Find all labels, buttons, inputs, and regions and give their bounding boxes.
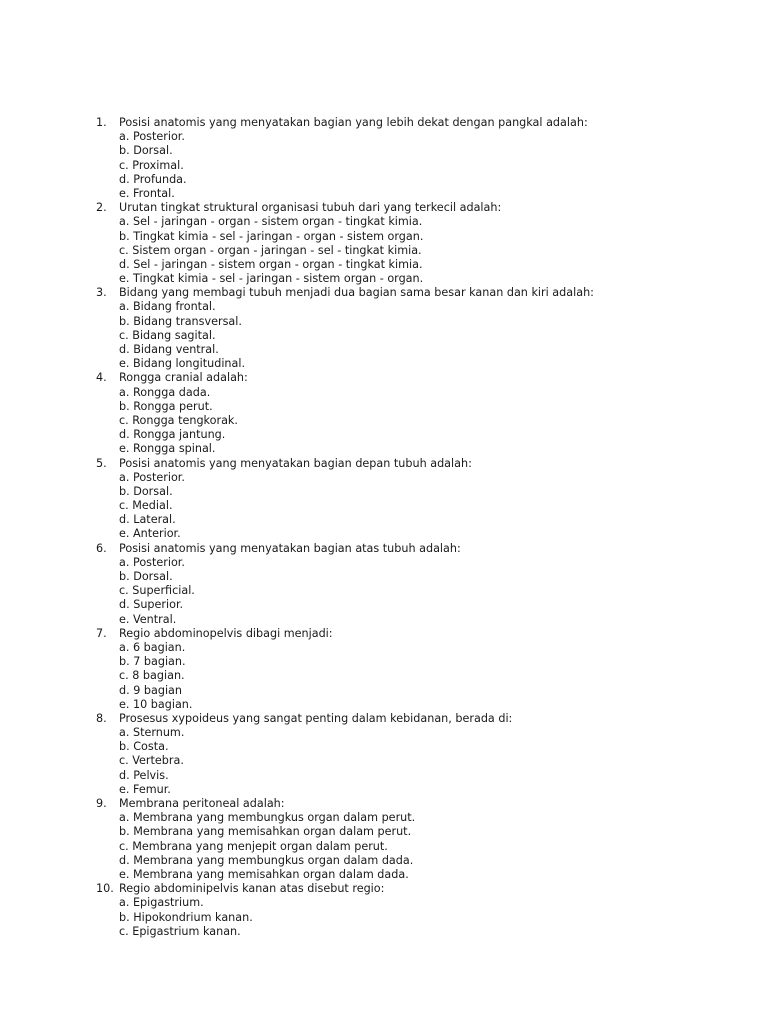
question-number: 9.	[96, 797, 107, 810]
answer-option-line	[0, 215, 768, 229]
question-list	[0, 116, 768, 939]
question-number: 1.	[96, 116, 107, 129]
answer-option-line	[0, 315, 768, 329]
question-line	[0, 627, 768, 641]
question-text: Posisi anatomis yang menyatakan bagian yang lebih dekat dengan pangkal adalah:	[119, 116, 588, 129]
answer-option: d. Bidang ventral.	[119, 343, 219, 356]
answer-option: c. Superficial.	[119, 584, 195, 598]
answer-option: e. Tingkat kimia - sel - jaringan - sistem organ - organ.	[119, 272, 424, 286]
answer-option: d. Superior.	[119, 598, 184, 612]
question-item	[0, 201, 768, 286]
answer-option-line	[0, 386, 768, 400]
answer-option: b. Tingkat kimia - sel - jaringan - organ - sistem organ.	[119, 229, 424, 243]
answer-option-line	[0, 173, 768, 187]
answer-option-line	[0, 513, 768, 527]
answer-option: c. Medial.	[119, 499, 173, 513]
answer-option-line	[0, 485, 768, 499]
question-number: 3.	[96, 286, 107, 300]
answer-option-line	[0, 570, 768, 584]
answer-option-line	[0, 840, 768, 854]
answer-option: e. Frontal.	[119, 186, 175, 200]
answer-option-line	[0, 655, 768, 669]
answer-option: a. Bidang frontal.	[119, 300, 216, 314]
question-line	[0, 201, 768, 215]
question-line	[0, 371, 768, 385]
answer-option-line	[0, 400, 768, 414]
answer-option: c. Epigastrium kanan.	[119, 924, 241, 938]
question-line	[0, 116, 768, 130]
answer-option-line	[0, 144, 768, 158]
answer-option-line	[0, 187, 768, 201]
answer-option: c. Sistem organ - organ - jaringan - sel - tingkat kimia.	[119, 243, 422, 257]
answer-option-line	[0, 527, 768, 541]
question-item	[0, 712, 768, 797]
question-text: Urutan tingkat struktural organisasi tubuh dari yang terkecil adalah:	[119, 201, 502, 215]
answer-option: d. Lateral.	[119, 513, 176, 527]
answer-option-line	[0, 329, 768, 343]
answer-option-line	[0, 783, 768, 797]
answer-option-line	[0, 300, 768, 314]
answer-option: d. Sel - jaringan - sistem organ - organ - tingkat kimia.	[119, 257, 423, 271]
answer-option: d. 9 bagian	[119, 683, 183, 697]
answer-option-line	[0, 471, 768, 485]
question-item	[0, 116, 768, 201]
answer-option: e. Rongga spinal.	[119, 442, 216, 456]
question-item	[0, 457, 768, 542]
question-number: 4.	[96, 371, 107, 385]
answer-option-line	[0, 357, 768, 371]
question-item	[0, 882, 768, 939]
question-text: Posisi anatomis yang menyatakan bagian depan tubuh adalah:	[119, 456, 472, 470]
question-text: Membrana peritoneal adalah:	[119, 797, 285, 810]
answer-option-line	[0, 244, 768, 258]
question-number: 2.	[96, 201, 107, 215]
answer-option: e. Membrana yang memisahkan organ dalam dada.	[119, 867, 409, 881]
answer-option: c. Proximal.	[119, 158, 184, 172]
question-line	[0, 286, 768, 300]
answer-option-line	[0, 740, 768, 754]
answer-option: c. 8 bagian.	[119, 669, 185, 683]
answer-option: b. Membrana yang memisahkan organ dalam perut.	[119, 825, 412, 839]
question-line	[0, 797, 768, 811]
answer-option-line	[0, 442, 768, 456]
answer-option-line	[0, 754, 768, 768]
question-text: Bidang yang membagi tubuh menjadi dua bagian sama besar kanan dan kiri adalah:	[119, 286, 594, 300]
question-number: 7.	[96, 626, 107, 640]
question-line	[0, 712, 768, 726]
answer-option: c. Rongga tengkorak.	[119, 413, 238, 427]
answer-option-line	[0, 641, 768, 655]
answer-option: a. Posterior.	[119, 470, 185, 484]
answer-option-line	[0, 556, 768, 570]
question-number: 5.	[96, 456, 107, 470]
answer-option: b. Rongga perut.	[119, 399, 213, 413]
answer-option-line	[0, 896, 768, 910]
answer-option: a. Sternum.	[119, 726, 185, 740]
answer-option-line	[0, 669, 768, 683]
answer-option-line	[0, 272, 768, 286]
answer-option-line	[0, 499, 768, 513]
answer-option-line	[0, 769, 768, 783]
answer-option: d. Pelvis.	[119, 768, 169, 782]
question-item	[0, 371, 768, 456]
answer-option-line	[0, 230, 768, 244]
answer-option: b. 7 bagian.	[119, 655, 186, 669]
answer-option: e. Anterior.	[119, 527, 181, 541]
answer-option-line	[0, 598, 768, 612]
question-text: Prosesus xypoideus yang sangat penting dalam kebidanan, berada di:	[119, 711, 513, 725]
question-text: Regio abdominipelvis kanan atas disebut regio:	[119, 882, 385, 896]
answer-option-line	[0, 854, 768, 868]
answer-option: a. Rongga dada.	[119, 385, 211, 399]
question-item	[0, 542, 768, 627]
answer-option: b. Hipokondrium kanan.	[119, 910, 253, 924]
question-number: 8.	[96, 711, 107, 725]
question-line	[0, 457, 768, 471]
question-number: 10.	[96, 882, 114, 896]
answer-option: a. 6 bagian.	[119, 640, 186, 654]
answer-option: d. Rongga jantung.	[119, 428, 226, 442]
answer-option: d. Profunda.	[119, 172, 187, 186]
answer-option-line	[0, 613, 768, 627]
answer-option: c. Bidang sagital.	[119, 328, 216, 342]
answer-option: b. Bidang transversal.	[119, 314, 242, 328]
answer-option: b. Dorsal.	[119, 144, 173, 158]
answer-option-line	[0, 159, 768, 173]
question-item	[0, 797, 768, 882]
answer-option-line	[0, 343, 768, 357]
answer-option-line	[0, 414, 768, 428]
answer-option-line	[0, 130, 768, 144]
answer-option: c. Vertebra.	[119, 754, 184, 768]
question-text: Posisi anatomis yang menyatakan bagian atas tubuh adalah:	[119, 541, 461, 555]
question-item	[0, 627, 768, 712]
answer-option-line	[0, 258, 768, 272]
question-line	[0, 882, 768, 896]
answer-option: a. Sel - jaringan - organ - sistem organ - tingkat kimia.	[119, 215, 423, 229]
answer-option-line	[0, 684, 768, 698]
answer-option: b. Costa.	[119, 740, 169, 754]
answer-option-line	[0, 698, 768, 712]
answer-option: e. 10 bagian.	[119, 697, 193, 711]
answer-option-line	[0, 811, 768, 825]
question-item	[0, 286, 768, 371]
answer-option: e. Ventral.	[119, 612, 177, 626]
answer-option: e. Bidang longitudinal.	[119, 357, 246, 371]
answer-option: e. Femur.	[119, 782, 171, 796]
answer-option-line	[0, 428, 768, 442]
answer-option-line	[0, 911, 768, 925]
answer-option-line	[0, 868, 768, 882]
question-text: Rongga cranial adalah:	[119, 371, 248, 385]
answer-option: a. Posterior.	[119, 130, 185, 144]
answer-option-line	[0, 584, 768, 598]
answer-option: a. Epigastrium.	[119, 896, 204, 910]
answer-option-line	[0, 925, 768, 939]
question-line	[0, 542, 768, 556]
question-text: Regio abdominopelvis dibagi menjadi:	[119, 626, 333, 640]
answer-option: c. Membrana yang menjepit organ dalam perut.	[119, 839, 388, 853]
answer-option: b. Dorsal.	[119, 484, 173, 498]
answer-option: a. Posterior.	[119, 555, 185, 569]
question-number: 6.	[96, 541, 107, 555]
answer-option-line	[0, 726, 768, 740]
answer-option: a. Membrana yang membungkus organ dalam perut.	[119, 811, 416, 825]
answer-option: d. Membrana yang membungkus organ dalam dada.	[119, 853, 414, 867]
answer-option-line	[0, 825, 768, 839]
answer-option: b. Dorsal.	[119, 570, 173, 583]
